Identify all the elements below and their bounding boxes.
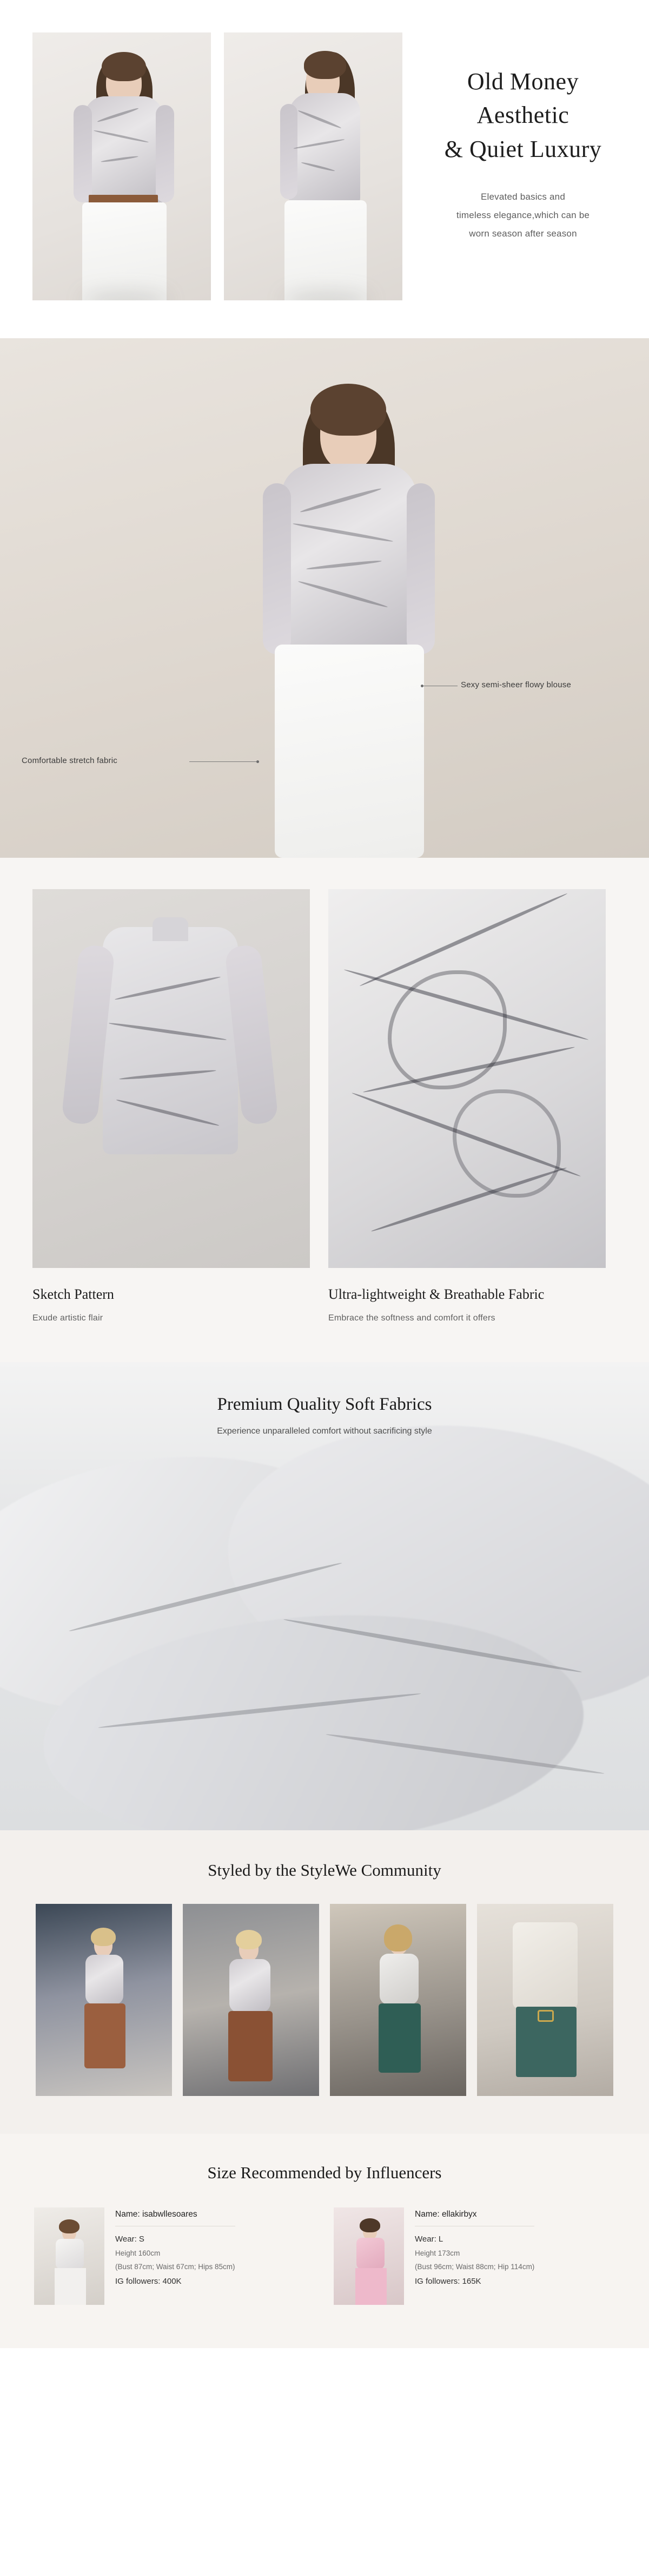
hero-image-side xyxy=(224,32,402,300)
hero-copy xyxy=(402,32,617,243)
influencer-followers-1: IG followers: 400K xyxy=(115,2276,182,2286)
hero-image-group xyxy=(32,32,402,300)
influencer-title: Size Recommended by Influencers xyxy=(207,2163,442,2182)
model-illustration-front xyxy=(32,32,211,300)
hero-title-line-1: Old Money xyxy=(467,68,579,95)
community-title: Styled by the StyleWe Community xyxy=(208,1861,441,1880)
callout-label-blouse: Sexy semi-sheer flowy blouse xyxy=(461,680,572,689)
community-photo-1[interactable] xyxy=(36,1904,172,2096)
hero-subtitle-line-2: timeless elegance,which can be xyxy=(456,210,590,221)
fabric-title: Premium Quality Soft Fabrics xyxy=(217,1395,432,1414)
hero-subtitle-line-1: Elevated basics and xyxy=(481,192,565,202)
feature-title-2: Ultra-lightweight & Breathable Fabric xyxy=(328,1286,545,1302)
influencer-info-1 xyxy=(115,2207,235,2289)
feature-desc-1: Exude artistic flair xyxy=(32,1313,103,1323)
callout-line-left xyxy=(189,761,256,762)
influencer-card-1 xyxy=(34,2207,315,2305)
feature-title-1: Sketch Pattern xyxy=(32,1286,114,1302)
hero-subtitle-line-3: worn season after season xyxy=(469,228,577,239)
community-photo-4[interactable] xyxy=(477,1904,613,2096)
influencer-followers-2: IG followers: 165K xyxy=(415,2276,481,2286)
fabric-section xyxy=(0,1362,649,1830)
community-photo-3[interactable] xyxy=(330,1904,466,2096)
influencer-measurements-2: (Bust 96cm; Waist 88cm; Hip 114cm) xyxy=(415,2262,535,2271)
model-illustration-full xyxy=(0,338,649,858)
influencer-card-2 xyxy=(334,2207,615,2305)
influencer-name-1: Name: isabwllesoares xyxy=(115,2210,197,2219)
callout-label-fabric: Comfortable stretch fabric xyxy=(22,756,117,765)
community-photo-2[interactable] xyxy=(183,1904,319,2096)
community-section xyxy=(0,1830,649,2134)
influencer-section xyxy=(0,2134,649,2348)
influencer-wear-1: Wear: S xyxy=(115,2235,144,2244)
influencer-height-1: Height 160cm xyxy=(115,2249,161,2257)
community-photo-grid xyxy=(32,1904,617,2096)
feature-section xyxy=(0,858,649,1362)
hero-subtitle xyxy=(440,188,606,243)
hero-section xyxy=(0,0,649,338)
hero-title-line-2: Aesthetic xyxy=(476,102,569,129)
influencer-info-2 xyxy=(415,2207,534,2289)
influencer-height-2: Height 173cm xyxy=(415,2249,460,2257)
model-illustration-side xyxy=(224,32,402,300)
feature-card-sketch-pattern xyxy=(32,889,310,1323)
influencer-card-grid xyxy=(30,2207,619,2305)
hero-title-line-3: & Quiet Luxury xyxy=(444,135,602,162)
influencer-name-2: Name: ellakirbyx xyxy=(415,2210,477,2219)
influencer-wear-2: Wear: L xyxy=(415,2235,443,2244)
callout-dot-left xyxy=(256,760,259,763)
feature-image-flatlay xyxy=(32,889,310,1268)
feature-desc-2: Embrace the softness and comfort it offers xyxy=(328,1313,495,1323)
callout-section xyxy=(0,338,649,858)
influencer-photo-1[interactable] xyxy=(34,2207,104,2305)
feature-card-fabric xyxy=(328,889,606,1323)
feature-image-closeup xyxy=(328,889,606,1268)
influencer-photo-2[interactable] xyxy=(334,2207,404,2305)
page-title xyxy=(440,65,606,166)
influencer-measurements-1: (Bust 87cm; Waist 67cm; Hips 85cm) xyxy=(115,2262,235,2271)
fabric-subtitle: Experience unparalleled comfort without sacrificing style xyxy=(217,1427,432,1436)
hero-image-front xyxy=(32,32,211,300)
